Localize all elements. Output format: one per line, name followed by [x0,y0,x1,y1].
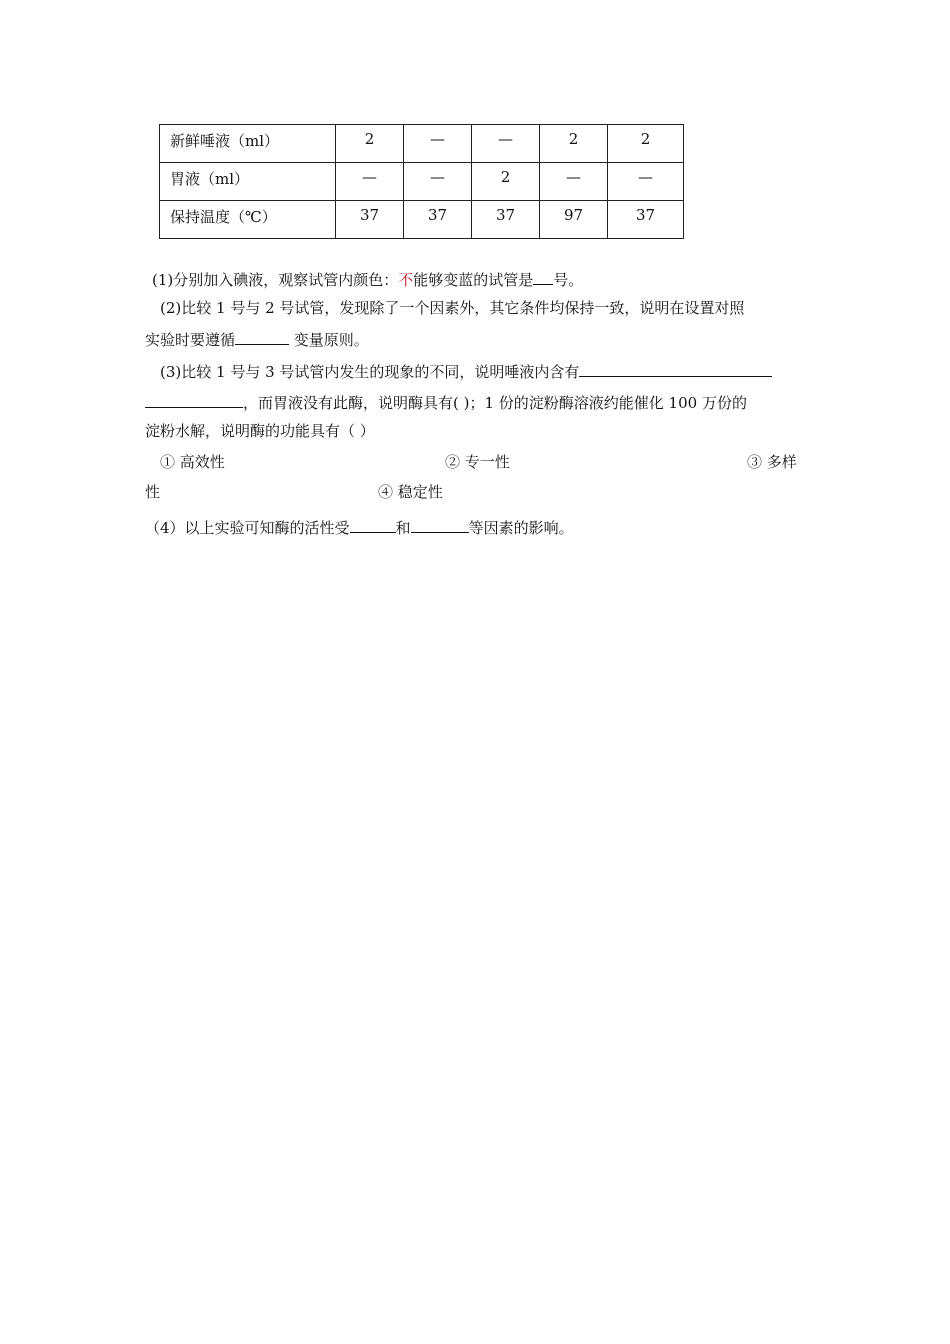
question-3-line1 [160,360,772,382]
cell-value: — [430,130,445,148]
table-row [160,201,684,239]
question-3-line3: 淀粉水解，说明酶的功能具有（ ） [145,422,375,440]
q1-middle: 能够变蓝的试管是 [413,271,534,289]
table-cell [540,125,608,163]
table-cell [540,163,608,201]
table-cell [336,125,404,163]
cell-value: 2 [568,130,579,148]
row-label-cell [160,125,336,163]
q2-line2-text: 实验时要遵循 [145,331,236,349]
table-cell [404,163,472,201]
table-cell [404,125,472,163]
table-cell [472,201,540,239]
q2-line2-suffix: 变量原则。 [289,331,369,349]
cell-value: 2 [364,130,375,148]
cell-value: 2 [500,168,511,186]
q4-prefix: （4）以上实验可知酶的活性受 [145,519,350,537]
question-1 [152,268,583,290]
experiment-table [159,124,684,239]
table-row [160,125,684,163]
q3-blank-a [579,360,772,377]
q3-blank-b [145,391,243,408]
question-3-line2 [145,391,747,413]
row-label-cell [160,163,336,201]
option-4: ④ 稳定性 [378,483,443,501]
cell-value: 37 [359,206,380,224]
q4-suffix: 等因素的影响。 [468,519,574,537]
q4-blank-b [411,516,469,533]
q2-blank [235,328,289,345]
q1-prefix: (1)分别加入碘液，观察试管内颜色： [152,271,399,289]
option-1: ① 高效性 [160,453,225,471]
table-cell [336,163,404,201]
row-label: 新鲜唾液（ml） [170,132,280,150]
cell-value: — [498,130,513,148]
option-3: ③ 多样 [747,453,797,471]
table-cell [472,125,540,163]
cell-value: 37 [495,206,516,224]
row-label: 保持温度（℃） [170,208,277,226]
table-cell [540,201,608,239]
table-cell [336,201,404,239]
table-row [160,163,684,201]
cell-value: 37 [427,206,448,224]
q1-highlight: 不 [398,271,414,289]
table-cell [472,163,540,201]
question-2-line1: (2)比较 1 号与 2 号试管，发现除了一个因素外，其它条件均保持一致，说明在设置对照 [160,299,745,317]
q1-blank [533,268,553,285]
q1-suffix: 号。 [553,271,584,289]
cell-value: — [638,168,653,186]
table-cell [608,201,684,239]
cell-value: — [362,168,377,186]
question-2-line2 [145,328,369,350]
row-label: 胃液（ml） [170,170,250,188]
cell-value: 2 [640,130,651,148]
q3-line2-text: ，而胃液没有此酶，说明酶具有( )；1 份的淀粉酶溶液约能催化 100 万份的 [243,394,747,412]
option-2: ② 专一性 [445,453,510,471]
q4-blank-a [350,516,396,533]
q4-middle: 和 [395,519,411,537]
table-cell [608,163,684,201]
cell-value: — [430,168,445,186]
question-4 [145,516,574,538]
cell-value: 97 [563,206,584,224]
cell-value: 37 [635,206,656,224]
option-3-cont: 性 [145,483,161,501]
q3-line1-text: (3)比较 1 号与 3 号试管内发生的现象的不同，说明唾液内含有 [160,363,580,381]
table-cell [608,125,684,163]
row-label-cell [160,201,336,239]
table-cell [404,201,472,239]
cell-value: — [566,168,581,186]
